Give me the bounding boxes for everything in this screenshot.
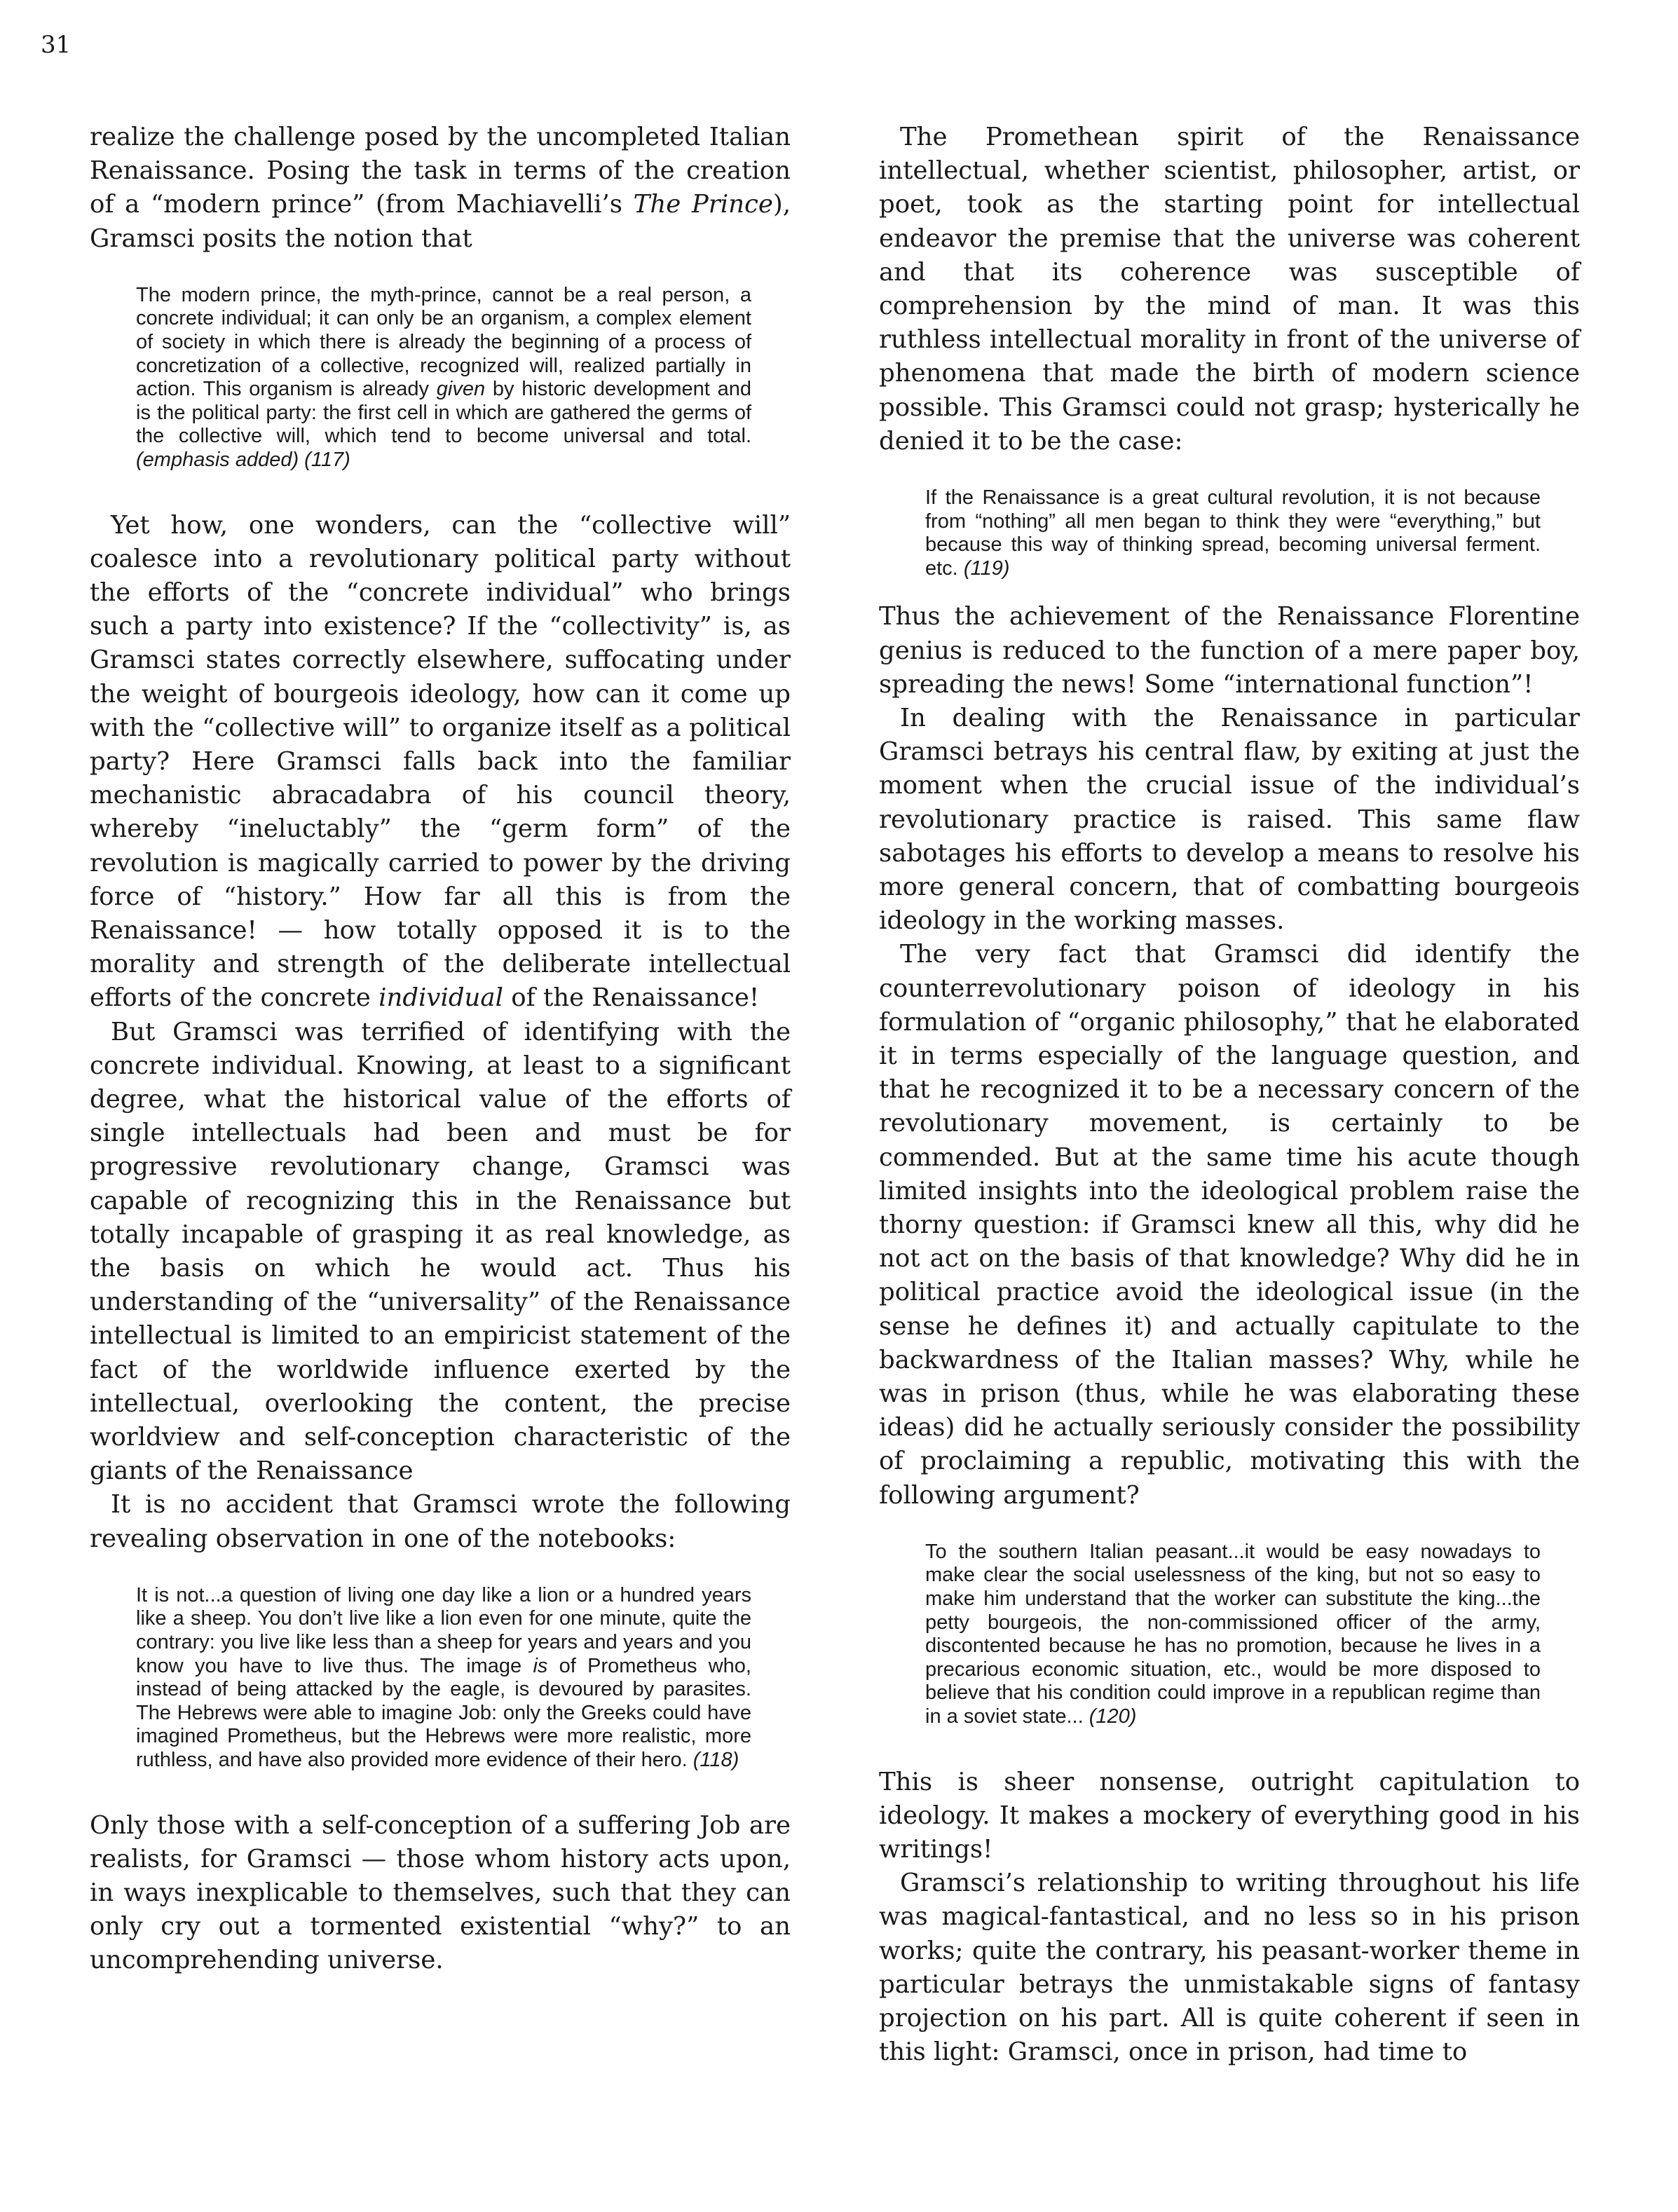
right-paragraph-6: Gramsci’s relationship to writing throughout his life was magical-fantastical, and no less so in his prison works; quite the contrary, his peasant-worker theme in particular betrays the unmistakable signs of fantasy projection on his part. All is quite coherent if seen in this light: Gramsci, once in prison, had time to <box>879 1869 1580 2067</box>
text-run: of Prometheus who, instead of being attacked by the eagle, is devoured by parasites. The Hebrews were able to imagine Job: only the Greeks could have imagined Prometheus, but the Hebrews were more realistic, more ruthless, and have also provided more evidence of their hero. <box>136 1654 751 1772</box>
right-block-quote-1 <box>879 486 1580 580</box>
emphasis: is <box>533 1654 548 1677</box>
emphasis: given <box>436 378 486 401</box>
text-run: Yet how, one wonders, can the “collective will” coalesce into a revolutionary political party without the efforts of the “concrete individual” who brings such a party into existence? If the “collectivity” is, as Gramsci states correctly elsewhere, suffocating under the weight of bourgeois ideology, how can it come up with the “collective will” to organize itself as a political party? Here Gramsci falls back into the familiar mechanistic abracadabra of his council theory, whereby “ineluctably” the “germ form” of the revolution is magically carried to power by the driving force of “history.” How far all this is from the Renaissance! — how totally opposed it is to the morality and strength of the deliberate intellectual efforts of the concrete <box>90 510 791 1013</box>
citation: (emphasis added) (117) <box>136 448 350 471</box>
page-number: 31 <box>41 31 71 59</box>
text-run: realize the challenge posed by the uncompleted Italian Renaissance. Posing the task in terms of the creation of a “modern prince” (from Machiavelli’s <box>90 123 791 219</box>
citation: (118) <box>693 1749 739 1772</box>
left-paragraph-3: But Gramsci was terrified of identifying with the concrete individual. Knowing, at least to a significant degree, what the historical value of the efforts of single intellectuals had been and must be for progressive revolutionary change, Gramsci was capable of recognizing this in the Renaissance but totally incapable of grasping it as real knowledge, as the basis on which he would act. Thus his understanding of the “universality” of the Renaissance intellectual is limited to an empiricist statement of the fact of the worldwide influence exerted by the intellectual, overlooking the content, the precise worldview and self-conception characteristic of the giants of the Renaissance <box>90 1017 791 1486</box>
text-run: ), Gramsci posits the notion that <box>90 190 791 253</box>
left-paragraph-2 <box>90 509 791 1016</box>
right-paragraph-3: In dealing with the Renaissance in particular Gramsci betrays his central flaw, by exiting at just the moment when the crucial issue of the individual’s revolutionary practice is raised. This same flaw sabotages his efforts to develop a means to resolve his more general concern, that of combatting bourgeois ideology in the working masses. <box>879 704 1580 936</box>
citation: (120) <box>1089 1705 1137 1728</box>
right-column <box>879 121 1580 2069</box>
left-block-quote-2 <box>90 1584 791 1773</box>
right-paragraph-1: The Promethean spirit of the Renaissance intellectual, whether scientist, philosopher, artist, or poet, took as the starting point for intellectual endeavor the premise that the universe was coherent and that its coherence was susceptible of comprehension by the mind of man. It was this ruthless intellectual morality in front of the universe of phenomena that made the birth of modern science possible. This Gramsci could not grasp; hysterically he denied it to be the case: <box>879 123 1580 456</box>
text-run: by historic development and is the political party: the first cell in which are gathered the germs of the collective will, which tend to become universal and total. <box>136 378 751 448</box>
left-paragraph-1 <box>90 121 791 256</box>
left-block-quote-1 <box>90 284 791 472</box>
text-run: If the Renaissance is a great cultural revolution, it is not because from “nothing” all men began to think they were “everything,” but because this way of thinking spread, becoming universal ferment. etc. <box>925 486 1541 580</box>
emphasis: individual <box>378 983 503 1013</box>
citation: (119) <box>963 557 1010 580</box>
right-paragraph-2: Thus the achievement of the Renaissance Florentine genius is reduced to the function of a mere paper boy, spreading the news! Some “international function”! <box>879 602 1580 699</box>
right-paragraph-5: This is sheer nonsense, outright capitulation to ideology. It makes a mockery of everything good in his writings! <box>879 1767 1580 1864</box>
left-paragraph-4: It is no accident that Gramsci wrote the following revealing observation in one of the notebooks: <box>90 1490 791 1553</box>
text-run: It is not...a question of living one day like a lion or a hundred years like a sheep. You don’t live like a lion even for one minute, quite the contrary: you live like less than a sheep for years and years and you know you have to live thus. The image <box>136 1583 751 1677</box>
right-block-quote-2 <box>879 1541 1580 1729</box>
text-run: of the Renaissance! <box>503 983 760 1013</box>
text-run: The modern prince, the myth-prince, cannot be a real person, a concrete individual; it can only be an organism, a complex element of society in which there is already the beginning of a process of concretization of a collective, recognized will, realized partially in action. This organism is already <box>136 283 751 401</box>
text-run: To the southern Italian peasant...it would be easy nowadays to make clear the social uselessness of the king, but not so easy to make him understand that the worker can substitute the king...the petty bourgeois, the non-commissioned officer of the army, discontented because he has no promotion, because he lives in a precarious economic situation, etc., would be more disposed to believe that his condition could improve in a republican regime than in a soviet state... <box>925 1540 1541 1728</box>
left-column <box>90 121 791 1978</box>
book-title: The Prince <box>633 190 773 219</box>
right-paragraph-4: The very fact that Gramsci did identify the counterrevolutionary poison of ideology in his formulation of “organic philosophy,” that he elaborated it in terms especially of the language question, and that he recognized it to be a necessary concern of the revolutionary movement, is certainly to be commended. But at the same time his acute though limited insights into the ideological problem raise the thorny question: if Gramsci knew all this, why did he not act on the basis of that knowledge? Why did he in political practice avoid the ideological issue (in the sense he defines it) and actually capitulate to the backwardness of the Italian masses? Why, while he was in prison (thus, while he was elaborating these ideas) did he actually seriously consider the possibility of proclaiming a republic, motivating this with the following argument? <box>879 940 1580 1510</box>
left-paragraph-5: Only those with a self-conception of a suffering Job are realists, for Gramsci — those whom history acts upon, in ways inexplicable to themselves, such that they can only cry out a tormented existential “why?” to an uncomprehending universe. <box>90 1810 791 1975</box>
